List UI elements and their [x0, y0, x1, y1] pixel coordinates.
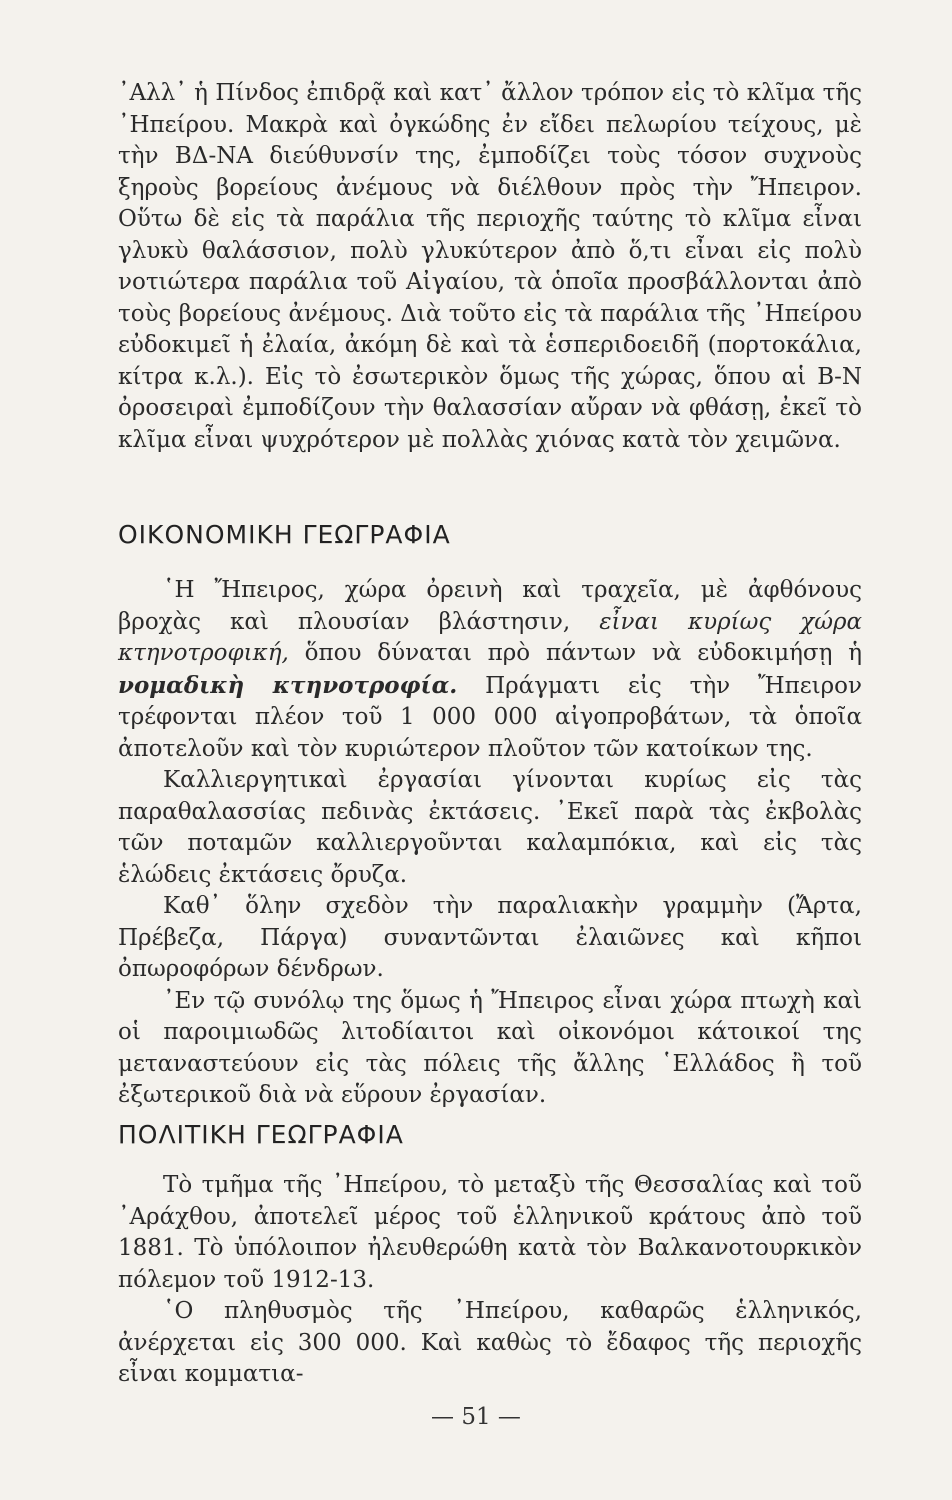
paragraph-economy-2: Καλλιεργητικαὶ ἐργασίαι γίνονται κυρίως εἰς τὰς παραθαλασσίας πεδινὰς ἐκτάσεις. ᾿Εκεῖ παρὰ τὰς ἐκβολὰς τῶν ποταμῶν καλλιεργοῦνται καλαμπόκια, καὶ εἰς τὰς ἑλώδεις ἐκτάσεις ὄρυζα. [118, 767, 862, 888]
economic-geography-heading: ΟΙΚΟΝΟΜΙΚΗ ΓΕΩΓΡΑΦΙΑ [118, 520, 451, 549]
emphasis-nomadic-herding: νομαδικὴ κτηνοτροφία. [118, 671, 458, 699]
economic-section [118, 575, 862, 1112]
paragraph-politics-2: ῾Ο πληθυσμὸς τῆς ᾿Ηπείρου, καθαρῶς ἑλληνικός, ἀνέρχεται εἰς 300 000. Καὶ καθὼς τὸ ἔδαφος τῆς περιοχῆς εἶναι κομματια- [118, 1298, 862, 1387]
paragraph-economy-3: Καθ᾿ ὅλην σχεδὸν τὴν παραλιακὴν γραμμὴν (Ἄρτα, Πρέβεζα, Πάργα) συναντῶνται ἐλαιῶνες καὶ κῆποι ὀπωροφόρων δένδρων. [118, 893, 862, 982]
political-section [118, 1170, 862, 1391]
paragraph-climate: ᾿Αλλ᾿ ἡ Πίνδος ἐπιδρᾷ καὶ κατ᾿ ἄλλον τρόπον εἰς τὸ κλῖμα τῆς ᾿Ηπείρου. Μακρὰ καὶ ὀγκώδης ἐν εἴδει πελωρίου τείχους, μὲ τὴν ΒΔ-ΝΑ διεύθυνσίν της, ἐμποδίζει τοὺς τόσον συχνοὺς ξηροὺς βορείους ἀνέμους νὰ διέλθουν πρὸς τὴν Ἤπειρον. Οὕτω δὲ εἰς τὰ παράλια τῆς περιοχῆς ταύτης τὸ κλῖμα εἶναι γλυκὺ θαλάσσιον, πολὺ γλυκύτερον ἀπὸ ὅ,τι εἶναι εἰς πολὺ νοτιώτερα παράλια τοῦ Αἰγαίου, τὰ ὁποῖα προσβάλλονται ἀπὸ τοὺς βορείους ἀνέμους. Διὰ τοῦτο εἰς τὰ παράλια τῆς ᾿Ηπείρου εὐδοκιμεῖ ἡ ἐλαία, ἀκόμη δὲ καὶ τὰ ἑσπεριδοειδῆ (πορτοκάλια, κίτρα κ.λ.). Εἰς τὸ ἐσωτερικὸν ὅμως τῆς χώρας, ὅπου αἱ Β-Ν ὀροσειραὶ ἐμποδίζουν τὴν θαλασσίαν αὔραν νὰ φθάσῃ, ἐκεῖ τὸ κλῖμα εἶναι ψυχρότερον μὲ πολλὰς χιόνας κατὰ τὸν χειμῶνα. [118, 80, 862, 453]
page-number: — 51 — [431, 1404, 521, 1430]
paragraph-economy-4: ᾿Εν τῷ συνόλῳ της ὅμως ἡ Ἤπειρος εἶναι χώρα πτωχὴ καὶ οἱ παροιμιωδῶς λιτοδίαιτοι καὶ οἰκονόμοι κάτοικοί της μεταναστεύουν εἰς τὰς πόλεις τῆς ἄλλης ῾Ελλάδος ἢ τοῦ ἐξωτερικοῦ διὰ νὰ εὕρουν ἐργασίαν. [118, 987, 862, 1108]
emphasis-livestock-country: εἶναι κυρίως χώρα κτηνοτροφική, [118, 608, 862, 666]
intro-text [118, 78, 862, 456]
political-geography-heading: ΠΟΛΙΤΙΚΗ ΓΕΩΓΡΑΦΙΑ [118, 1120, 404, 1149]
paragraph-economy-1: ῾Η Ἤπειρος, χώρα ὀρεινὴ καὶ τραχεῖα, μὲ ἀφθόνους βροχὰς καὶ πλουσίαν βλάστησιν, εἶναι κυρίως χώρα κτηνοτροφική, ὅπου δύναται πρὸ πάντων νὰ εὐδοκιμήσῃ ἡ νομαδικὴ κτηνοτροφία. Πράγματι εἰς τὴν Ἤπειρον τρέφονται πλέον τοῦ 1 000 000 αἰγοπροβάτων, τὰ ὁποῖα ἀποτελοῦν καὶ τὸν κυριώτερον πλοῦτον τῶν κατοίκων της. [118, 577, 863, 762]
paragraph-politics-1: Τὸ τμῆμα τῆς ᾿Ηπείρου, τὸ μεταξὺ τῆς Θεσσαλίας καὶ τοῦ ᾿Αράχθου, ἀποτελεῖ μέρος τοῦ ἑλληνικοῦ κράτους ἀπὸ τοῦ 1881. Τὸ ὑπόλοιπον ἠλευθερώθη κατὰ τὸν Βαλκανοτουρκικὸν πόλεμον τοῦ 1912-13. [118, 1172, 862, 1293]
